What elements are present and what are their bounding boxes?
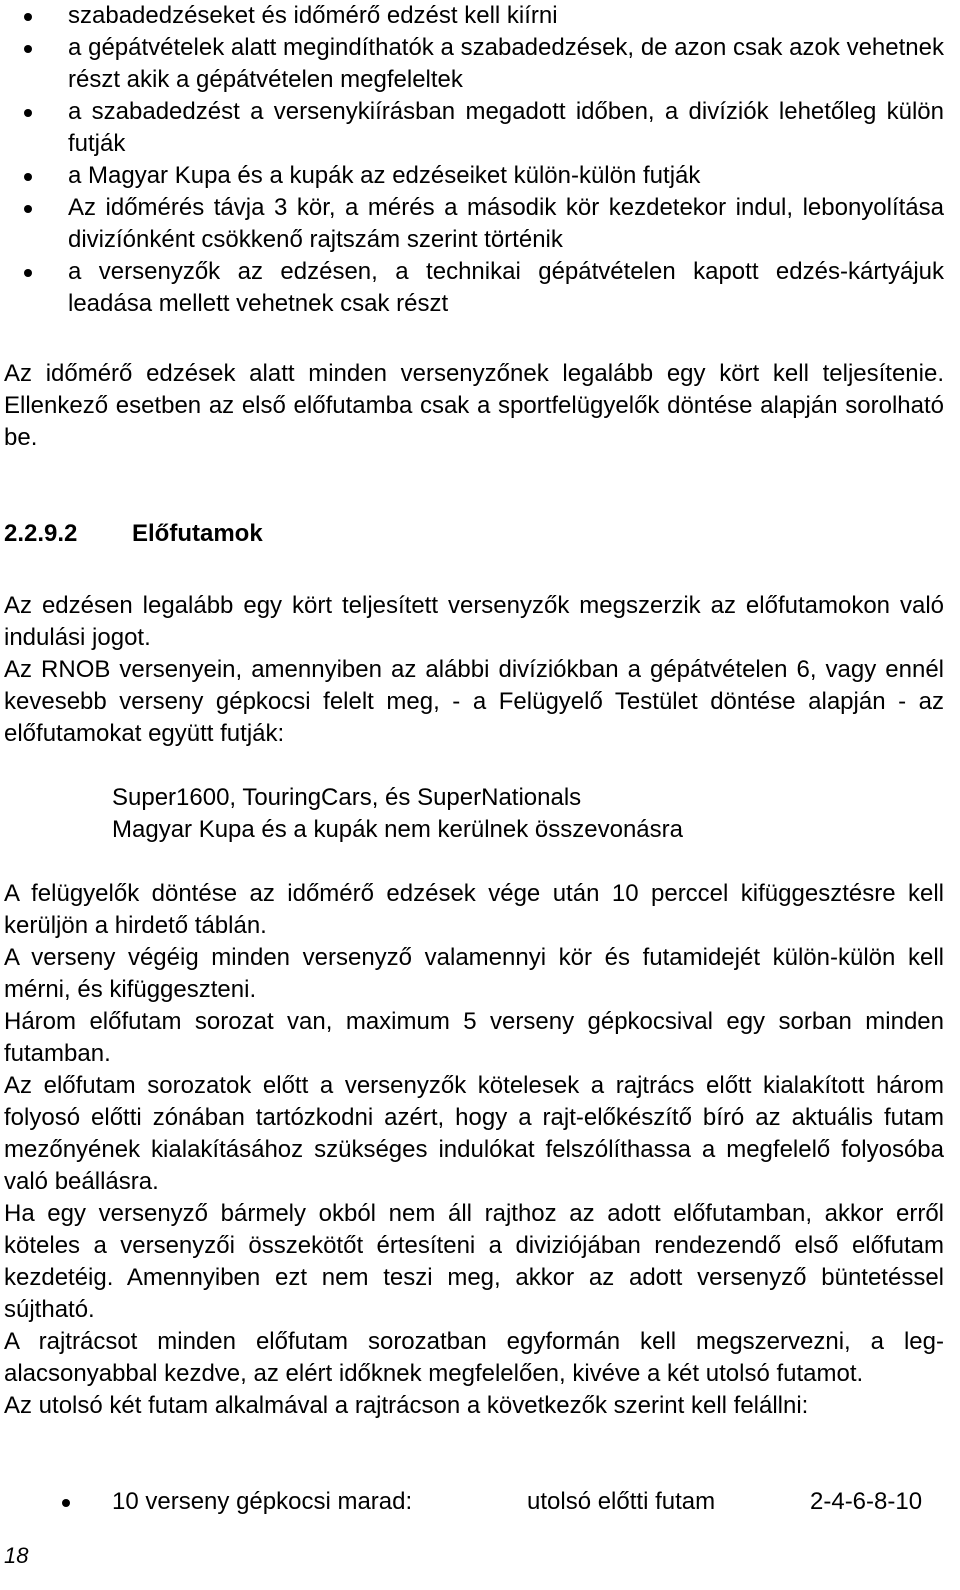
rules-bullet-list — [0, 0, 960, 320]
division-line: Super1600, TouringCars, és SuperNationals — [112, 784, 582, 811]
list-item-text: a versenyzők az edzésen, a technikai gépátvételen kapott edzés-kártyájuk leadása mellett vehetnek csak részt — [68, 258, 944, 317]
time-trial-paragraph: Az időmérő edzések alatt minden versenyzőnek legalább egy kört kell teljesítenie. Ellenkező esetben az első előfutamba csak a sportfelügyelők döntése alapján sorolható be. — [4, 360, 944, 451]
time-trial-paragraph-block — [0, 358, 960, 454]
section-number: 2.2.9.2 — [4, 520, 78, 547]
list-item-text: a gépátvételek alatt megindíthatók a szabadedzések, de azon csak azok vehetnek részt akik a gépátvételen megfeleltek — [68, 34, 944, 93]
division-line: Magyar Kupa és a kupák nem kerülnek összevonásra — [112, 816, 683, 843]
rule-paragraph: A felügyelők döntése az időmérő edzések vége után 10 perccel kifüggesztésre kell kerüljön a hirdető táblán. — [4, 880, 944, 939]
bullet-icon — [24, 45, 32, 53]
heats-rules-block — [0, 878, 960, 1422]
rule-paragraph: Az előfutam sorozatok előtt a versenyzők kötelesek a rajtrács előtt kialakított három folyosó előtti zónában tartózkodni azért, hogy a rajt-előkészítő bíró az aktuális futam mezőnyének kialakításához szükséges indulókat felszólíthassa a megfelelő folyosóba való beállásra. — [4, 1072, 944, 1195]
rule-paragraph: Ha egy versenyző bármely okból nem áll rajthoz az adott előfutamban, akkor erről köteles a versenyzői összekötőt értesíteni a diviziójában rendezendő első előfutam kezdetéig. Amennyiben ezt nem teszi meg, akkor az adott versenyző büntetéssel sújtható. — [4, 1200, 944, 1323]
bullet-icon — [24, 205, 32, 213]
grid-order-row — [0, 1486, 960, 1518]
list-item — [0, 256, 960, 320]
list-item-text: a szabadedzést a versenykiírásban megadott időben, a divíziók lehetőleg külön futják — [68, 98, 944, 157]
list-item-text: szabadedzéseket és időmérő edzést kell kiírni — [68, 2, 558, 29]
rule-paragraph: A rajtrácsot minden előfutam sorozatban egyformán kell megszervezni, a leg-alacsonyabbal kezdve, az elért időknek megfelelően, kivéve a két utolsó futamot. — [4, 1328, 944, 1387]
rule-paragraph: Három előfutam sorozat van, maximum 5 verseny gépkocsival egy sorban minden futamban. — [4, 1008, 944, 1067]
list-item — [0, 32, 960, 96]
bullet-icon — [24, 269, 32, 277]
rule-paragraph: A verseny végéig minden versenyző valamennyi kör és futamidejét külön-külön kell mérni, és kifüggeszteni. — [4, 944, 944, 1003]
grid-condition: 10 verseny gépkocsi marad: — [112, 1488, 413, 1515]
heats-paragraph: Az RNOB versenyein, amennyiben az alábbi divíziókban a gépátvételen 6, vagy ennél kevesebb verseny gépkocsi felelt meg, - a Felügyelő Testület döntése alapján - az előfutamokat együtt futják: — [4, 656, 944, 747]
section-title: Előfutamok — [132, 520, 263, 547]
list-item-text: a Magyar Kupa és a kupák az edzéseiket külön-külön futják — [68, 162, 701, 189]
page-number: 18 — [4, 1543, 29, 1568]
bullet-icon — [24, 173, 32, 181]
bullet-icon — [24, 13, 32, 21]
list-item-text: Az időmérés távja 3 kör, a mérés a második kör kezdetekor indul, lebonyolítása divizíónként csökkenő rajtszám szerint történik — [68, 194, 944, 253]
grid-heat: utolsó előtti futam — [527, 1488, 716, 1515]
division-list — [112, 782, 683, 846]
heats-intro-block — [0, 590, 960, 750]
bullet-icon — [24, 109, 32, 117]
grid-order: 2-4-6-8-10 — [810, 1488, 923, 1515]
rule-paragraph: Az utolsó két futam alkalmával a rajtrácson a következők szerint kell felállni: — [4, 1392, 809, 1419]
heats-paragraph: Az edzésen legalább egy kört teljesített versenyzők megszerzik az előfutamokon való indulási jogot. — [4, 592, 944, 651]
list-item — [0, 96, 960, 160]
list-item — [0, 160, 960, 192]
section-heading — [4, 518, 263, 550]
list-item — [0, 192, 960, 256]
bullet-icon — [62, 1499, 70, 1507]
list-item — [0, 0, 960, 32]
